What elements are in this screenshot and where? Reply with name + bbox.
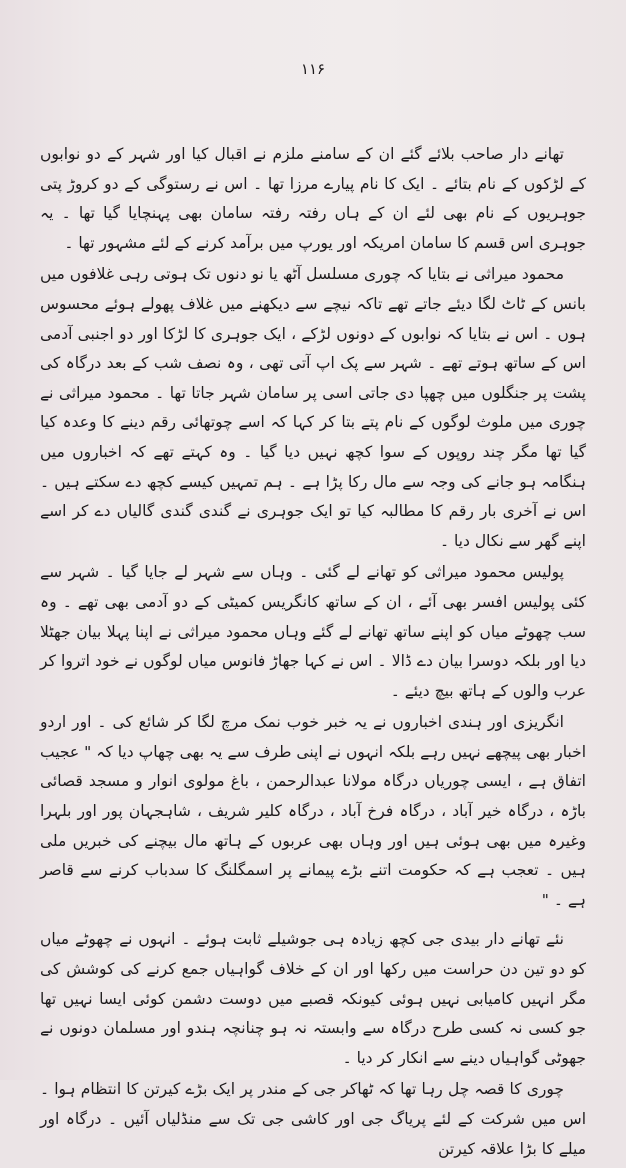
paragraph-4: انگریزی اور ہندی اخباروں نے یہ خبر خوب نمک مرچ لگا کر شائع کی ۔ اور اردو اخبار بھی پیچھے نہیں رہے بلکہ انہوں نے اپنی طرف سے یہ بھی چھاپ دیا کہ " عجیب اتفاق ہے ، ایسی چوریاں درگاہ مولانا عبدالرحمن ، باغ مولوی انوار و مسجد قصائی باڑہ ، درگاہ خیر آباد ، درگاہ فرخ آباد ، درگاہ کلیر شریف ، شاہجہان پور اور بلہرا وغیرہ میں بھی ہوئی ہیں اور وہاں بھی عربوں کے ہاتھ مال بیچنے کی خبریں ملی ہیں ۔ تعجب ہے کہ حکومت اتنے بڑے پیمانے پر اسمگلنگ کا سدباب کرنے سے قاصر ہے ۔ " — [40, 713, 586, 909]
paragraph-3: پولیس محمود میراثی کو تھانے لے گئی ۔ وہاں سے شہر لے جایا گیا ۔ شہر سے کئی پولیس افسر بھی آئے ، ان کے ساتھ کانگریس کمیٹی کے دو آدمی بھی تھے ۔ وہ سب چھوٹے میاں کو اپنے ساتھ تھانے لے گئے وہاں محمود میراثی نے اپنا پہلا بیان جھٹلا دیا اور بلکہ دوسرا بیان دے ڈالا ۔ اس نے کہا جھاڑ فانوس میاں لوگوں نے خود اتروا کر عرب والوں کے ہاتھ بیچ دیئے ۔ — [40, 563, 586, 700]
paragraph-2: محمود میراثی نے بتایا کہ چوری مسلسل آٹھ یا نو دنوں تک ہوتی رہی غلافوں میں بانس کے ٹاٹ لگا دیئے جاتے تھے تاکہ نیچے سے دیکھنے میں غلاف پھولے ہوئے محسوس ہوں ۔ اس نے بتایا کہ نوابوں کے دونوں لڑکے ، ایک جوہری کا لڑکا اور دو اجنبی آدمی اس کے ساتھ ہوتے تھے ۔ شہر سے پک اپ آتی تھی ، وہ نصف شب کے بعد درگاہ کی پشت پر جنگلوں میں چھپا دی جاتی اسی پر سامان شہر جاتا تھا ۔ محمود میراثی نے چوری میں ملوث لوگوں کے نام پتے بتا کر کہا کہ اسے چوتھائی رقم دینے کا وعدہ کیا گیا تھا مگر چند روپوں کے سوا کچھ نہیں دیا گیا ۔ وہ کہتے تھے کہ اخباروں میں ہنگامہ ہو جانے کی وجہ سے مال رکا پڑا ہے ۔ ہم تمہیں کیسے کچھ دے سکتے ہیں ۔ اس نے آخری بار رقم کا مطالبہ کیا تو ایک جوہری نے گندی گندی گالیاں دے کر اسے اپنے گھر سے نکال دیا ۔ — [40, 265, 586, 550]
page-body-text — [40, 140, 586, 1168]
paragraph-5: نئے تھانے دار بیدی جی کچھ زیادہ ہی جوشیلے ثابت ہوئے ۔ انہوں نے چھوٹے میاں کو دو تین دن حراست میں رکھا اور ان کے خلاف گواہیاں جمع کرنے کی کوشش کی مگر انہیں کامیابی نہیں ہوئی کیونکہ قصبے میں دوست دشمن کوئی ایسا نہیں تھا جو کسی نہ کسی طرح درگاہ سے وابستہ نہ ہو چنانچہ ہندو اور مسلمان دونوں نے جھوٹی گواہیاں دینے سے انکار کر دیا ۔ — [40, 930, 586, 1067]
paragraph-6: چوری کا قصہ چل رہا تھا کہ ٹھاکر جی کے مندر پر ایک بڑے کیرتن کا انتظام ہوا ۔ اس میں شرکت کے لئے پریاگ جی اور کاشی جی تک سے منڈلیاں آئیں ۔ درگاہ اور میلے کا بڑا علاقہ کیرتن — [40, 1080, 586, 1158]
paragraph-1: تھانے دار صاحب بلائے گئے ان کے سامنے ملزم نے اقبال کیا اور شہر کے دو نوابوں کے لڑکوں کے نام بتائے ۔ ایک کا نام پیارے مرزا تھا ۔ اس نے رستوگی کے دو کروڑ پتی جوہریوں کے نام بھی لئے ان کے ہاں رفتہ رفتہ سامان بھی پہنچایا گیا تھا ۔ یہ جوہری اس قسم کا سامان امریکہ اور یورپ میں برآمد کرنے کے لئے مشہور تھا ۔ — [40, 145, 586, 252]
page-number: ۱۱۶ — [300, 60, 326, 78]
